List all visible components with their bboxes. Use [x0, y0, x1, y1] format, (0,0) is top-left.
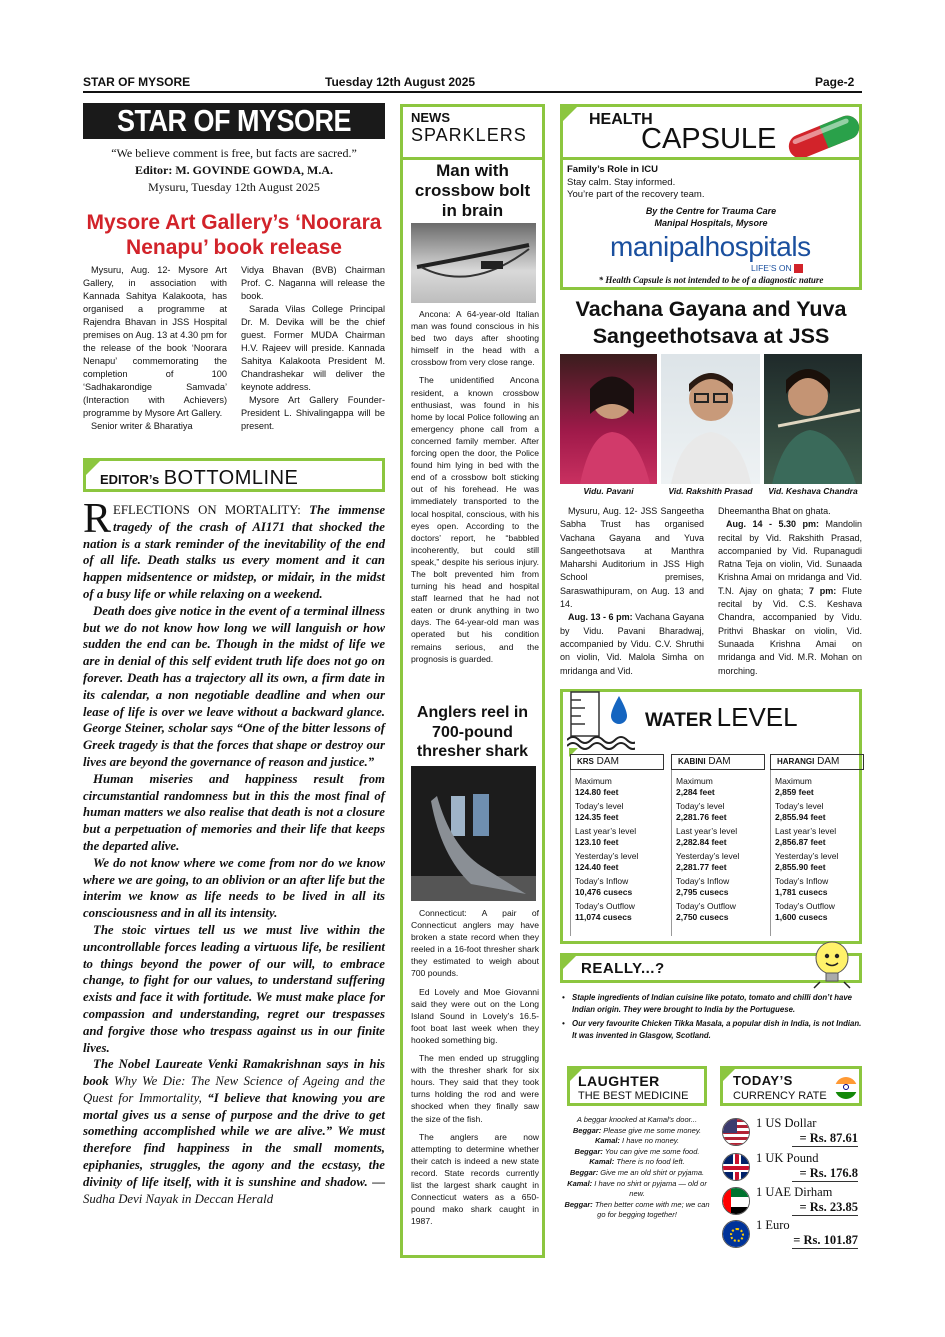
sparklers-label	[403, 107, 542, 146]
masthead-motto: “We believe comment is free, but facts are sacred.”	[111, 146, 357, 160]
health-text	[567, 164, 704, 202]
manipal-logo-b: hospitals	[704, 231, 811, 262]
masthead-logo: STAR OF MYSORE	[116, 104, 351, 138]
masthead-editor: Editor: M. GOVINDE GOWDA, M.A.	[135, 163, 333, 177]
dam-field-label: Maximum	[676, 776, 713, 786]
manipal-logo	[610, 231, 811, 263]
health-disclaimer: * Health Capsule is not intended to be of a diagnostic nature	[598, 275, 824, 285]
currency-label-box	[720, 1066, 862, 1106]
sparklers-paragraph: Ancona: A 64-year-old Italian man was found conscious in his bed two days after shooting himself in the head with a crossbow from very close range.	[411, 309, 539, 368]
lightbulb-icon	[808, 938, 858, 990]
sparklers-panel	[400, 104, 545, 1258]
health-label-small: HEALTH	[589, 111, 653, 128]
currency-row	[720, 1185, 862, 1219]
currency-row	[720, 1218, 862, 1252]
joke-text: I have no money.	[619, 1136, 680, 1146]
water-label	[645, 702, 798, 733]
water-level-panel	[560, 689, 862, 944]
editorial-label-big: BOTTOMLINE	[163, 467, 299, 489]
dam-card	[671, 754, 765, 938]
editorial-text: The Nobel Laureate Venki Ramakrishnan says in his book	[83, 1057, 385, 1089]
gallery-paragraph: Vidya Bhavan (BVB) Chairman Prof. C. Naganna will release the book.	[241, 265, 385, 301]
vachana-date: 7 pm:	[803, 585, 837, 596]
underline	[792, 1146, 858, 1147]
corner-triangle-icon	[86, 461, 100, 475]
editorial-dropcap: R	[83, 496, 112, 542]
underline	[792, 1248, 858, 1249]
sparklers-story-1	[411, 308, 539, 665]
dam-field-value: 124.35 feet	[575, 812, 619, 822]
editorial-label-box	[83, 458, 385, 492]
dam-field-value: 1,781 cusecs	[775, 887, 828, 897]
vachana-column-2	[718, 505, 862, 678]
masthead-logo-bar	[83, 103, 385, 139]
capsule-pill-icon	[783, 115, 865, 155]
crossbow-photo	[411, 223, 536, 303]
sparklers-paragraph: The men ended up struggling with the thresher shark for six hours. They said that they took turns holding the rod and were shocked when they finally saw the size of the fish.	[411, 1053, 539, 1124]
bullet-icon: •	[562, 993, 565, 1002]
eu-flag-icon	[722, 1220, 750, 1248]
health-byline	[563, 205, 859, 229]
vachana-column-1	[560, 505, 704, 678]
underline	[792, 1215, 858, 1216]
dam-field-label: Maximum	[775, 776, 812, 786]
crossbow-icon	[411, 223, 536, 303]
dam-field-value: 2,855.94 feet	[775, 812, 826, 822]
joke-line	[562, 1200, 712, 1221]
joke-line	[562, 1168, 712, 1179]
dam-name-small: KABINI	[678, 757, 706, 766]
currency-value: = Rs. 23.85	[799, 1200, 858, 1214]
health-line: Stay calm. Stay informed.	[567, 176, 676, 188]
health-byline-2: Manipal Hospitals, Mysore	[654, 218, 768, 228]
gallery-column-2	[241, 264, 385, 433]
joke-text: A beggar knocked at Kamal’s door...	[576, 1115, 698, 1124]
really-item	[562, 992, 862, 1016]
gallery-headline-line1: Mysore Art Gallery’s ‘Noorara	[86, 211, 382, 234]
gallery-headline	[83, 210, 385, 260]
water-label-big: LEVEL	[716, 702, 798, 732]
dam-field-label: Today’s Outflow	[575, 901, 635, 911]
dam-field-value: 2,856.87 feet	[775, 837, 826, 847]
dam-name-text: DAM	[708, 756, 731, 767]
gallery-headline-line2: Nenapu’ book release	[126, 236, 342, 259]
dam-name	[671, 754, 765, 770]
dam-values	[770, 770, 864, 936]
health-line: You’re part of the recovery team.	[567, 189, 705, 200]
vachana-headline-line2: Sangeethotsava at JSS	[592, 324, 830, 348]
dam-field-label: Maximum	[575, 776, 612, 786]
really-item	[562, 1018, 862, 1042]
vachana-date: Aug. 14 - 5.30 pm:	[726, 519, 819, 530]
sparklers-headline-1: Man with crossbow bolt in brain	[414, 161, 531, 220]
sparklers-headline-2: Anglers reel in 700-pound thresher shark	[416, 704, 529, 760]
joke-speaker: Beggar:	[564, 1199, 593, 1209]
editorial-lead: EFLECTIONS ON MORTALITY:	[113, 503, 301, 517]
manipal-tagline	[751, 263, 803, 273]
health-byline-1: By the Centre for Trauma Care	[645, 206, 777, 216]
dam-field-label: Today’s Outflow	[775, 901, 835, 911]
editorial-paragraph: Death does give notice in the event of a terminal illness but we do not know how long we will languish or how sudden the end can be. Though in the midst of life we are in denial of this self evident truth life does not go on forever. Death has a trajectory all its own, a firm date in its calendar, a non negotiable deadline and when our lease of life is over we leave without a backward glance. George Steiner, scholar says “One of the bitter lessons of Greek tragedy is that the forces that shape or destroy our lives are beyond the governance of reason and justice.”	[83, 603, 385, 769]
sparklers-paragraph: The unidentified Ancona resident, a known crossbow enthusiast, was found in his home by local Police following an emergency phone call from a concerned family member. After forcing open the door, the Police found him lying in bed with the end of a crossbow bolt sticking out of his forehead. He was immediately transported to the local hospital, conscious, with his eyes open. According to the doctors’ report, he “babbled incoherently, but could still speak,” despite his serious injury. The bolt prevented him from turning his head and hospital staff learned that he had not eaten or drunk anything in two days. The 64-year-old man was operated but his condition remains serious, and the prognosis is guarded.	[411, 375, 539, 664]
dam-name-small: HARANGI	[777, 757, 815, 766]
dam-name	[770, 754, 864, 770]
vachana-paragraph: Mysuru, Aug. 12- JSS Sangeetha Sabha Trust has organised Vachana Gayana and Yuva Sangeethotsava at Manthra Maharshi Auditorium in JSS High School premises, Saraswathipuram, on Aug. 13 and 14.	[560, 506, 704, 610]
gallery-paragraph: Mysore Art Gallery Founder-President L. Shivalingappa will be present.	[241, 395, 385, 431]
really-text: Staple ingredients of Indian cuisine like potato, tomato and chilli don’t have Indian origin. They were brought to India by the Portuguese.	[572, 993, 852, 1014]
portrait-caption-keshava: Vid. Keshava Chandra	[768, 486, 858, 496]
water-label-small: WATER	[645, 710, 713, 731]
vachana-text: Mandolin recital by Vid. Rakshith Prasad, accompanied by Vid. Rupanagudi Ratna Teja on violin, Vid. Sunaada Krishna Amai on mridanga and Vid. T.N. Ajay on ghata;	[718, 519, 862, 596]
dam-name	[570, 754, 664, 770]
us-flag-icon	[722, 1118, 750, 1146]
editorial-body	[83, 496, 385, 1207]
dam-field-value: 2,750 cusecs	[676, 912, 729, 922]
joke-speaker: Beggar:	[572, 1125, 602, 1135]
editorial-text: “I believe that knowing you are mortal gives us a sense of purpose and the drive to get something accomplished while we are alive.” We must therefore find happiness in the small moments, epiphanies, struggles, the agony and the ecstasy, the divinity of life itself, with it is sunshine and shadow. —	[83, 1090, 385, 1189]
joke-text: Please give me some money.	[601, 1125, 702, 1135]
dam-name-small: KRS	[577, 757, 594, 766]
vachana-text: Vachana Gayana by Vidu. Pavani Bharadwaj, accompanied by Vidu. C.V. Shruthi on violin, Vid. Malola Simha on mridanga and Vid.	[560, 612, 704, 676]
running-header-date: Tuesday 12th August 2025	[325, 75, 476, 89]
editorial-paragraph: Human miseries and happiness result from circumstantial randomness but in this the most final of human matters we also realise that death is not a closure but a perpetuation of memories and their life that keeps the departed alive.	[83, 771, 385, 853]
sparklers-paragraph: The anglers are now attempting to determine whether their catch is indeed a new state record. State records currently list the largest shark caught in Connecticut waters as a 650-pound mako shark caught in 1987.	[411, 1131, 539, 1227]
dam-field-value: 124.40 feet	[575, 862, 619, 872]
currency-label-big: CURRENCY RATE	[733, 1090, 827, 1102]
currency-row	[720, 1151, 862, 1185]
divider	[400, 157, 545, 160]
dam-card	[770, 754, 864, 938]
really-list	[562, 992, 862, 1042]
shark-photo	[411, 766, 536, 901]
currency-name: 1 UAE Dirham	[756, 1185, 833, 1199]
portrait-icon	[560, 354, 657, 484]
joke-line	[562, 1136, 712, 1147]
dam-name-text: DAM	[817, 756, 840, 767]
joke-line	[562, 1157, 712, 1168]
dam-field-label: Today’s level	[676, 801, 725, 811]
dam-field-label: Yesterday’s level	[775, 851, 839, 861]
dam-field-value: 10,476 cusecs	[575, 887, 633, 897]
currency-value: = Rs. 87.61	[799, 1131, 858, 1145]
editorial-book-title: Why We Die: The New Science of Ageing and the Quest for Immortality,	[83, 1074, 385, 1105]
dam-field-label: Today’s level	[775, 801, 824, 811]
sparklers-paragraph: Connecticut: A pair of Connecticut anglers may have broken a state record when they reeled in a 16-foot thresher shark they estimated to weigh about 700 pounds.	[411, 908, 539, 979]
portrait-icon	[661, 354, 760, 484]
dam-values	[570, 770, 664, 936]
portrait-pavani	[560, 354, 657, 484]
dam-field-value: 2,281.76 feet	[676, 812, 727, 822]
health-capsule-panel	[560, 104, 862, 290]
corner-triangle-icon	[563, 956, 576, 969]
water-gauge-icon	[567, 690, 635, 750]
laughter-label-box	[567, 1066, 707, 1106]
dam-field-value: 2,855.90 feet	[775, 862, 826, 872]
joke-text: Then better come with me; we can go for begging together!	[592, 1199, 710, 1220]
joke-speaker: Kamal:	[567, 1178, 593, 1188]
running-header-page: Page-2	[815, 75, 855, 89]
masthead-dateline: Mysuru, Tuesday 12th August 2025	[148, 180, 320, 194]
sparklers-label-big: SPARKLERS	[411, 125, 527, 145]
vachana-paragraph: Dheemantha Bhat on ghata.	[718, 506, 831, 516]
currency-name: 1 UK Pound	[756, 1151, 819, 1165]
editorial-paragraph: The immense tragedy of the crash of AI171 that shocked the nation is a stark reminder of the inevitability of the end of all life. Death stalks us every moment and it can happen midsentence or midstep, or midair, in the midst of a busy life or while relaxing on a weekend.	[83, 503, 385, 601]
plus-icon	[794, 264, 803, 273]
joke-speaker: Beggar:	[569, 1167, 599, 1177]
currency-name: 1 US Dollar	[756, 1116, 817, 1130]
portrait-keshava	[764, 354, 862, 484]
sparklers-label-small: NEWS	[411, 110, 450, 125]
dam-field-label: Today’s Inflow	[575, 876, 629, 886]
dam-field-value: 2,795 cusecs	[676, 887, 729, 897]
editorial-source: Sudha Devi Nayak in Deccan Herald	[83, 1191, 274, 1206]
dam-field-label: Last year’s level	[676, 826, 738, 836]
dam-field-label: Today’s Outflow	[676, 901, 736, 911]
joke-line	[562, 1147, 712, 1158]
portrait-caption-rakshith: Vid. Rakshith Prasad	[668, 486, 753, 496]
dam-field-value: 2,284 feet	[676, 787, 715, 797]
dam-field-value: 123.10 feet	[575, 837, 619, 847]
dam-field-label: Today’s Inflow	[775, 876, 829, 886]
portrait-caption-pavani: Vidu. Pavani	[583, 486, 634, 496]
joke-line	[562, 1115, 712, 1126]
dam-field-label: Yesterday’s level	[575, 851, 639, 861]
laughter-label-small: LAUGHTER	[578, 1073, 660, 1089]
manipal-tagline-text: LIFE’S ON	[751, 263, 792, 273]
dam-field-value: 1,600 cusecs	[775, 912, 828, 922]
dam-field-label: Yesterday’s level	[676, 851, 740, 861]
really-text: Our very favourite Chicken Tikka Masala, a popular dish in India, is not Indian. It was invented in Glasgow, Scotland.	[572, 1019, 862, 1040]
uae-flag-icon	[722, 1187, 750, 1215]
laughter-joke	[562, 1115, 712, 1221]
dam-field-label: Today’s level	[575, 801, 624, 811]
vachana-headline	[560, 296, 862, 350]
dam-field-label: Last year’s level	[575, 826, 637, 836]
gallery-paragraph: Senior writer & Bharatiya	[91, 421, 193, 431]
gallery-column-1	[83, 264, 227, 433]
joke-speaker: Beggar:	[574, 1146, 603, 1156]
currency-name: 1 Euro	[756, 1218, 790, 1232]
bullet-icon: •	[562, 1019, 565, 1028]
divider	[560, 157, 862, 160]
really-label: REALLY...?	[581, 960, 665, 977]
dam-field-value: 2,859 feet	[775, 787, 814, 797]
dam-field-value: 124.80 feet	[575, 787, 619, 797]
dam-field-label: Last year’s level	[775, 826, 837, 836]
currency-value: = Rs. 101.87	[793, 1233, 858, 1247]
joke-speaker: Kamal:	[589, 1157, 615, 1167]
currency-label-small: TODAY’S	[733, 1073, 793, 1088]
dam-field-value: 11,074 cusecs	[575, 912, 632, 922]
sparklers-story-2	[411, 907, 539, 1227]
portrait-rakshith	[661, 354, 760, 484]
joke-line	[562, 1126, 712, 1137]
currency-value: = Rs. 176.8	[799, 1166, 858, 1180]
manipal-logo-a: manipal	[610, 231, 705, 262]
dam-field-label: Today’s Inflow	[676, 876, 730, 886]
joke-speaker: Kamal:	[594, 1136, 620, 1146]
editorial-paragraph: We do not know where we come from nor do we know where we are going, to an oblivion or an after life but the interim we know as life needs to be lived in all its consciousness and in all its intensity.	[83, 855, 385, 921]
portrait-icon	[764, 354, 862, 484]
dam-field-value: 2,282.84 feet	[676, 837, 727, 847]
currency-row	[720, 1116, 862, 1150]
editorial-paragraph: The stoic virtues tell us we must live within the uncontrollable forces leading a virtuous life, be resilient to things beyond the power of our will, to embrace change, to fight for our values, to understand suffering exists and face it with fortitude. We must make place for compassion and understanding, regret our trespasses and forgive those who trespass against us in our finite lives.	[83, 922, 385, 1055]
editorial-label	[100, 467, 298, 490]
dam-card	[570, 754, 664, 938]
health-title: Family’s Role in ICU	[567, 164, 658, 175]
health-label-big: CAPSULE	[641, 123, 777, 155]
dam-name-text: DAM	[596, 756, 619, 767]
editorial-label-small: EDITOR’s	[100, 472, 160, 487]
joke-line	[562, 1179, 712, 1200]
running-header-left: STAR OF MYSORE	[83, 75, 191, 89]
header-rule	[83, 91, 862, 93]
joke-text: I have no shirt or pyjama — old or new.	[592, 1178, 707, 1199]
joke-text: There is no food left.	[614, 1157, 685, 1167]
vachana-headline-line1: Vachana Gayana and Yuva	[575, 297, 847, 321]
joke-text: You can give me some food.	[602, 1146, 700, 1156]
laughter-label-big: THE BEST MEDICINE	[578, 1090, 689, 1102]
dam-values	[671, 770, 765, 936]
joke-text: Give me an old shirt or pyjama.	[598, 1167, 705, 1177]
uk-flag-icon	[722, 1153, 750, 1181]
vachana-text: Flute recital by Vid. C.S. Keshava Chandra, accompanied by Vidu. Prithvi Bhaskar on violin, Vid. Sunaada Krishna Amai on mridanga and Vid. M.R. Mohan on morching.	[718, 585, 862, 676]
shark-icon	[411, 766, 536, 901]
dam-field-value: 2,281.77 feet	[676, 862, 727, 872]
corner-triangle-icon	[563, 107, 577, 121]
gallery-paragraph: Sarada Vilas College Principal Dr. M. Devika will be the chief guest. Former MUDA Chairman H.V. Rajeev will preside. Kannada Sahitya Kalakoota President M. Chandrashekar will deliver the keynote address.	[241, 304, 385, 392]
vachana-date: Aug. 13 - 6 pm:	[568, 612, 633, 623]
india-flag-icon	[835, 1077, 857, 1099]
sparklers-paragraph: Ed Lovely and Moe Giovanni said they were out on the Long Island Sound in Lovely’s 16.5-foot boat last week when they hooked something big.	[411, 986, 539, 1045]
gallery-paragraph: Mysuru, Aug. 12- Mysore Art Gallery, in association with Kannada Sahitya Kalakoota, has organised a programme at Rajendra Bhavan in JSS Hospital premises on Aug. 13 at 4.30 pm for the release of the book ‘Noorara Nenapu’ commemorating the completion of 100 ‘Sadhakarondige Samvada’ (Interaction with Achievers) programme by Mysore Art Gallery.	[83, 265, 227, 418]
underline	[792, 1181, 858, 1182]
